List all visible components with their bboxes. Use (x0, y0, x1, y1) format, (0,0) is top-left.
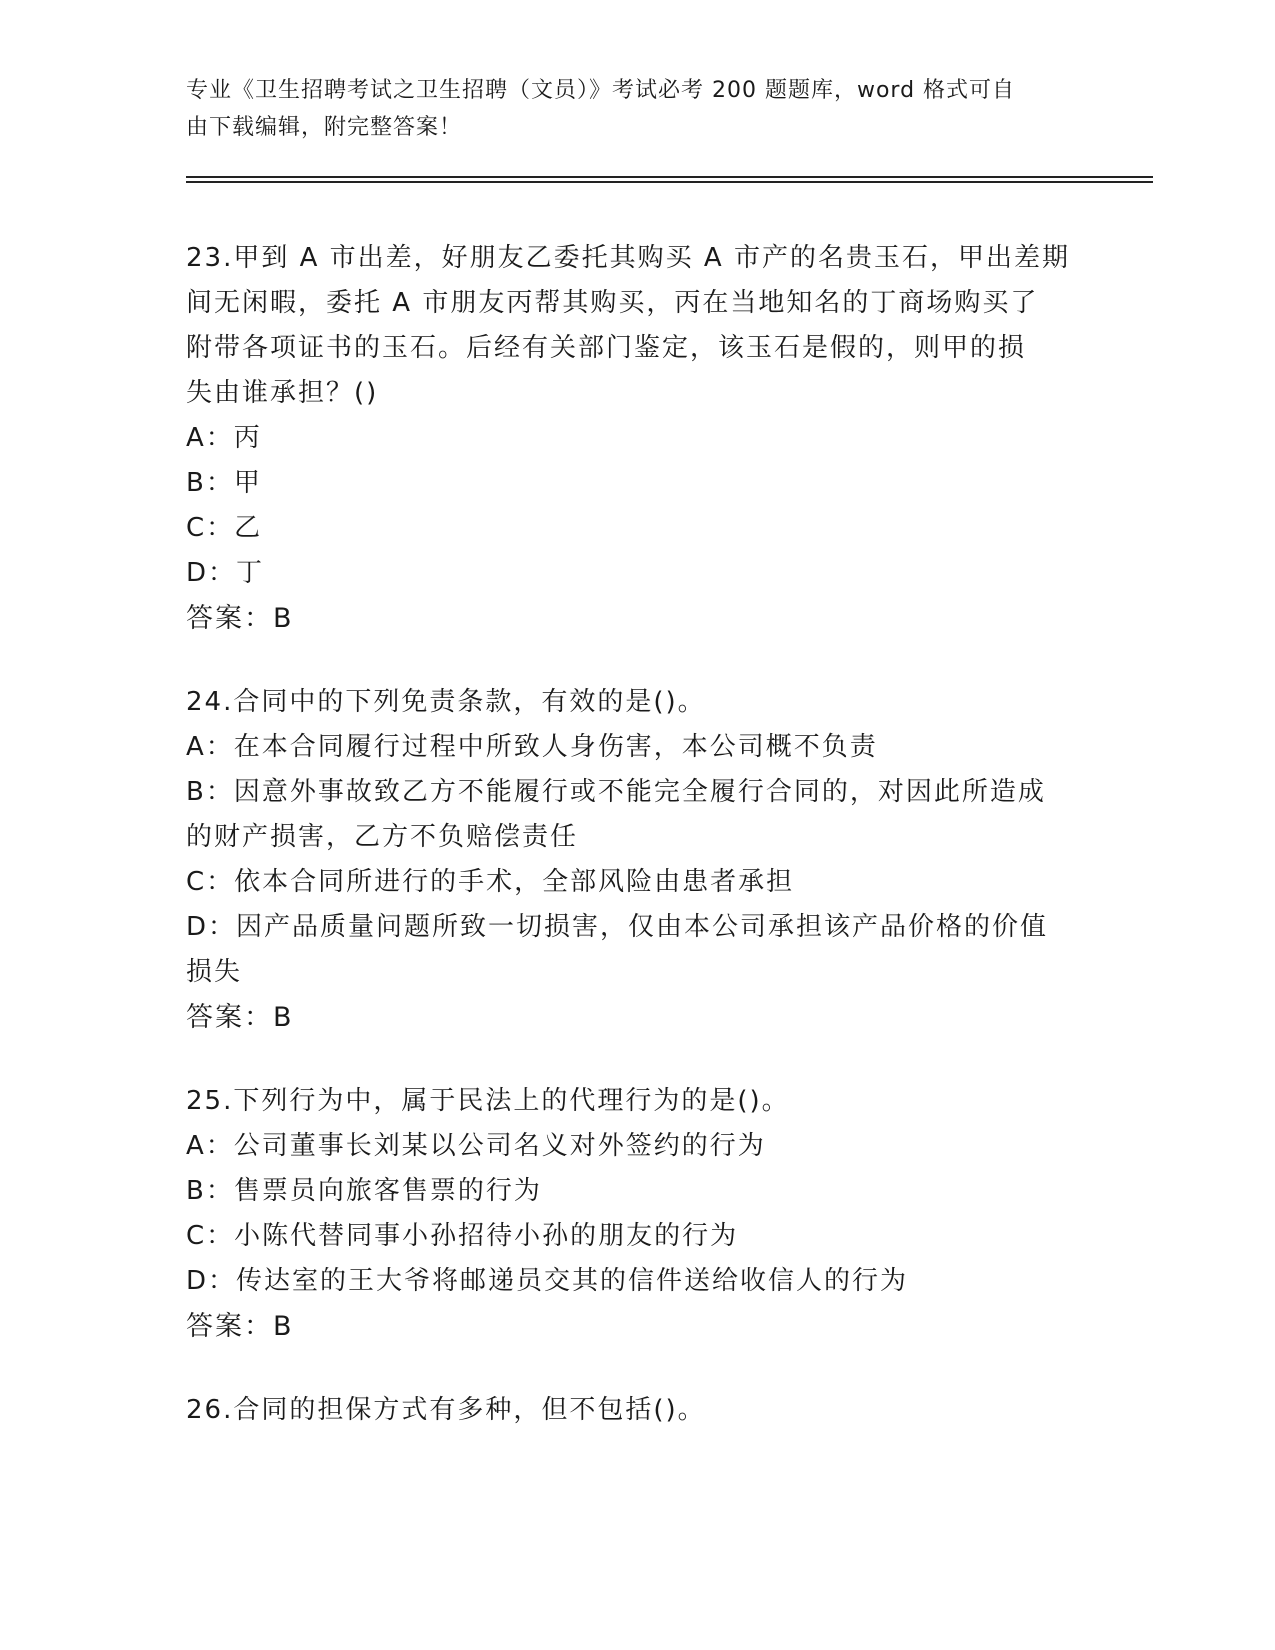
header-line-1: 专业《卫生招聘考试之卫生招聘（文员）》考试必考 200 题题库，word 格式可自 (186, 78, 1016, 103)
question-line: A：在本合同履行过程中所致人身伤害，本公司概不负责 (186, 732, 878, 762)
question-line: C：乙 (186, 513, 263, 543)
question-line: B：甲 (186, 468, 262, 498)
question-stem-line: 26.合同的担保方式有多种，但不包括()。 (186, 1395, 706, 1425)
question-stem-line: 25.下列行为中，属于民法上的代理行为的是()。 (186, 1086, 790, 1116)
question-block (186, 236, 1086, 641)
header-line-2: 由下载编辑，附完整答案！ (186, 115, 463, 140)
question-line: B：售票员向旅客售票的行为 (186, 1176, 542, 1206)
answer-line: 答案：B (186, 1311, 294, 1342)
question-list (186, 236, 1086, 1472)
question-line: A：公司董事长刘某以公司名义对外签约的行为 (186, 1131, 766, 1161)
question-line: 损失 (186, 957, 243, 987)
question-line: 失由谁承担？() (186, 378, 379, 408)
question-line: C：小陈代替同事小孙招待小孙的朋友的行为 (186, 1221, 739, 1251)
answer-line: 答案：B (186, 1002, 294, 1033)
question-line: D：传达室的王大爷将邮递员交其的信件送给收信人的行为 (186, 1266, 909, 1296)
question-block (186, 680, 1086, 1040)
question-line: A：丙 (186, 423, 262, 453)
question-stem-line: 23.甲到 A 市出差，好朋友乙委托其购买 A 市产的名贵玉石，甲出差期 (186, 243, 1070, 273)
document-header (186, 72, 1086, 146)
question-line: D：因产品质量问题所致一切损害，仅由本公司承担该产品价格的价值 (186, 912, 1049, 942)
question-line: D：丁 (186, 558, 265, 588)
question-block (186, 1079, 1086, 1349)
header-divider-bottom (186, 181, 1153, 183)
question-line: 附带各项证书的玉石。后经有关部门鉴定，该玉石是假的，则甲的损 (186, 333, 1027, 363)
answer-line: 答案：B (186, 603, 294, 634)
question-stem-line: 24.合同中的下列免责条款，有效的是()。 (186, 687, 706, 717)
header-divider-top (186, 176, 1153, 178)
question-line: 间无闲暇，委托 A 市朋友丙帮其购买，丙在当地知名的丁商场购买了 (186, 288, 1039, 318)
question-line: B：因意外事故致乙方不能履行或不能完全履行合同的，对因此所造成 (186, 777, 1046, 807)
question-line: C：依本合同所进行的手术，全部风险由患者承担 (186, 867, 795, 897)
question-line: 的财产损害，乙方不负赔偿责任 (186, 822, 579, 852)
question-block (186, 1388, 1086, 1433)
